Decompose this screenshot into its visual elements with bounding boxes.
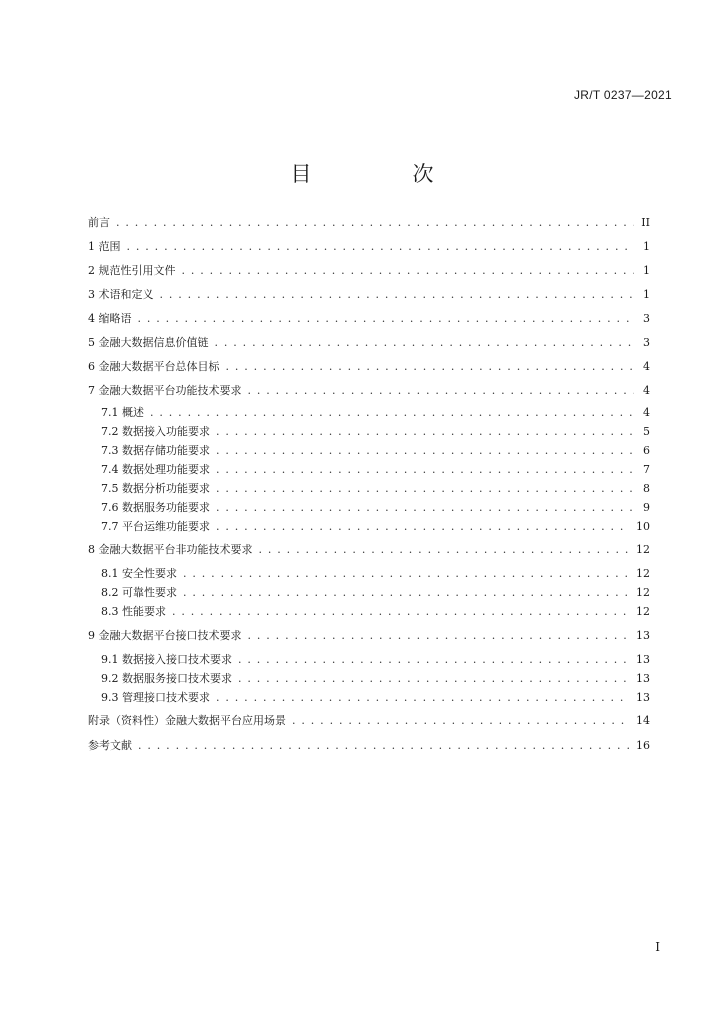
toc-entry-label: 6 金融大数据平台总体目标 xyxy=(88,360,220,373)
toc-leader-dots xyxy=(248,384,635,397)
toc-entry-label: 8.2 可靠性要求 xyxy=(101,586,177,599)
toc-entry-label: 7.6 数据服务功能要求 xyxy=(101,501,210,514)
toc-entry-page: 10 xyxy=(636,519,650,533)
page-title: 目 次 xyxy=(290,162,474,186)
toc-leader-dots xyxy=(183,586,630,599)
toc-entry-page: 16 xyxy=(636,738,650,752)
toc-leader-dots xyxy=(216,444,634,457)
toc-entry-label: 4 缩略语 xyxy=(88,312,132,325)
toc-entry[interactable] xyxy=(88,238,650,254)
toc-entry-label: 7.2 数据接入功能要求 xyxy=(101,425,210,438)
toc-entry-page: 8 xyxy=(643,481,650,495)
toc-entry-page: II xyxy=(641,215,650,229)
toc-entry-label: 7.4 数据处理功能要求 xyxy=(101,463,210,476)
toc-leader-dots xyxy=(248,629,631,642)
toc-entry-label: 前言 xyxy=(88,216,110,229)
toc-entry[interactable] xyxy=(88,737,650,753)
toc-entry[interactable] xyxy=(101,689,650,705)
toc-leader-dots xyxy=(138,739,630,752)
toc-entry-label: 5 金融大数据信息价值链 xyxy=(88,336,209,349)
toc-leader-dots xyxy=(216,520,630,533)
toc-entry-label: 9.2 数据服务接口技术要求 xyxy=(101,672,232,685)
toc-leader-dots xyxy=(183,567,630,580)
toc-entry[interactable] xyxy=(101,404,650,420)
toc-entry[interactable] xyxy=(101,423,650,439)
toc-leader-dots xyxy=(138,312,635,325)
toc-entry-label: 3 术语和定义 xyxy=(88,288,154,301)
toc-entry-page: 1 xyxy=(643,287,650,301)
toc-entry[interactable] xyxy=(101,480,650,496)
toc-entry[interactable] xyxy=(88,310,650,326)
toc-entry[interactable] xyxy=(101,670,650,686)
toc-entry[interactable] xyxy=(101,565,650,581)
toc-entry-page: 4 xyxy=(643,405,650,419)
toc-entry[interactable] xyxy=(101,518,650,534)
toc-entry-label: 参考文献 xyxy=(88,739,132,752)
toc-entry-label: 2 规范性引用文件 xyxy=(88,264,176,277)
toc-entry-label: 7.1 概述 xyxy=(101,406,144,419)
toc-leader-dots xyxy=(216,691,630,704)
toc-entry-label: 附录（资料性）金融大数据平台应用场景 xyxy=(88,714,286,727)
toc-entry-label: 9.3 管理接口技术要求 xyxy=(101,691,210,704)
toc-leader-dots xyxy=(216,425,634,438)
toc-entry-page: 6 xyxy=(643,443,650,457)
toc-entry[interactable] xyxy=(88,334,650,350)
toc-leader-dots xyxy=(238,653,630,666)
toc-entry[interactable] xyxy=(101,651,650,667)
toc-entry-page: 12 xyxy=(636,604,650,618)
toc-entry-page: 12 xyxy=(636,566,650,580)
toc-entry[interactable] xyxy=(88,286,650,302)
toc-leader-dots xyxy=(160,288,635,301)
toc-entry-page: 4 xyxy=(643,383,650,397)
toc-entry-label: 7.3 数据存储功能要求 xyxy=(101,444,210,457)
toc-entry-label: 8.3 性能要求 xyxy=(101,605,166,618)
toc-entry[interactable] xyxy=(88,358,650,374)
toc-entry[interactable] xyxy=(88,627,650,643)
toc-leader-dots xyxy=(215,336,635,349)
toc-leader-dots xyxy=(216,482,634,495)
toc-leader-dots xyxy=(150,406,634,419)
toc-leader-dots xyxy=(259,543,631,556)
toc-entry[interactable] xyxy=(88,541,650,557)
toc-entry-label: 9 金融大数据平台接口技术要求 xyxy=(88,629,242,642)
toc-leader-dots xyxy=(238,672,630,685)
toc-entry-label: 7.7 平台运维功能要求 xyxy=(101,520,210,533)
toc-entry-label: 1 范围 xyxy=(88,240,121,253)
toc-leader-dots xyxy=(226,360,635,373)
toc-entry-label: 8.1 安全性要求 xyxy=(101,567,177,580)
page-number: I xyxy=(655,940,660,954)
toc-entry-page: 12 xyxy=(636,542,650,556)
toc-entry-label: 7.5 数据分析功能要求 xyxy=(101,482,210,495)
toc-entry-page: 1 xyxy=(643,239,650,253)
toc-entry-page: 13 xyxy=(636,671,650,685)
toc-entry[interactable] xyxy=(101,603,650,619)
toc-entry[interactable] xyxy=(101,461,650,477)
toc-leader-dots xyxy=(127,240,635,253)
toc-entry-label: 9.1 数据接入接口技术要求 xyxy=(101,653,232,666)
toc-entry-page: 3 xyxy=(643,311,650,325)
toc-entry[interactable] xyxy=(88,382,650,398)
toc-entry-page: 1 xyxy=(643,263,650,277)
toc-entry-page: 12 xyxy=(636,585,650,599)
toc-entry-page: 5 xyxy=(643,424,650,438)
toc-entry-page: 7 xyxy=(643,462,650,476)
toc-entry-page: 14 xyxy=(636,713,650,727)
toc-entry-page: 9 xyxy=(643,500,650,514)
toc-leader-dots xyxy=(172,605,630,618)
toc-entry-label: 7 金融大数据平台功能技术要求 xyxy=(88,384,242,397)
toc-entry-page: 3 xyxy=(643,335,650,349)
toc-leader-dots xyxy=(182,264,635,277)
toc-entry[interactable] xyxy=(88,214,650,230)
toc-entry-page: 13 xyxy=(636,690,650,704)
toc-entry[interactable] xyxy=(88,712,650,728)
toc-leader-dots xyxy=(292,714,630,727)
toc-entry[interactable] xyxy=(101,442,650,458)
standard-code: JR/T 0237—2021 xyxy=(573,88,672,102)
toc-leader-dots xyxy=(216,501,634,514)
toc-leader-dots xyxy=(116,216,634,229)
toc-entry-label: 8 金融大数据平台非功能技术要求 xyxy=(88,543,253,556)
toc-entry-page: 13 xyxy=(636,628,650,642)
toc-entry[interactable] xyxy=(101,584,650,600)
toc-entry[interactable] xyxy=(101,499,650,515)
toc-entry[interactable] xyxy=(88,262,650,278)
toc-leader-dots xyxy=(216,463,634,476)
toc-entry-page: 4 xyxy=(643,359,650,373)
toc-entry-page: 13 xyxy=(636,652,650,666)
